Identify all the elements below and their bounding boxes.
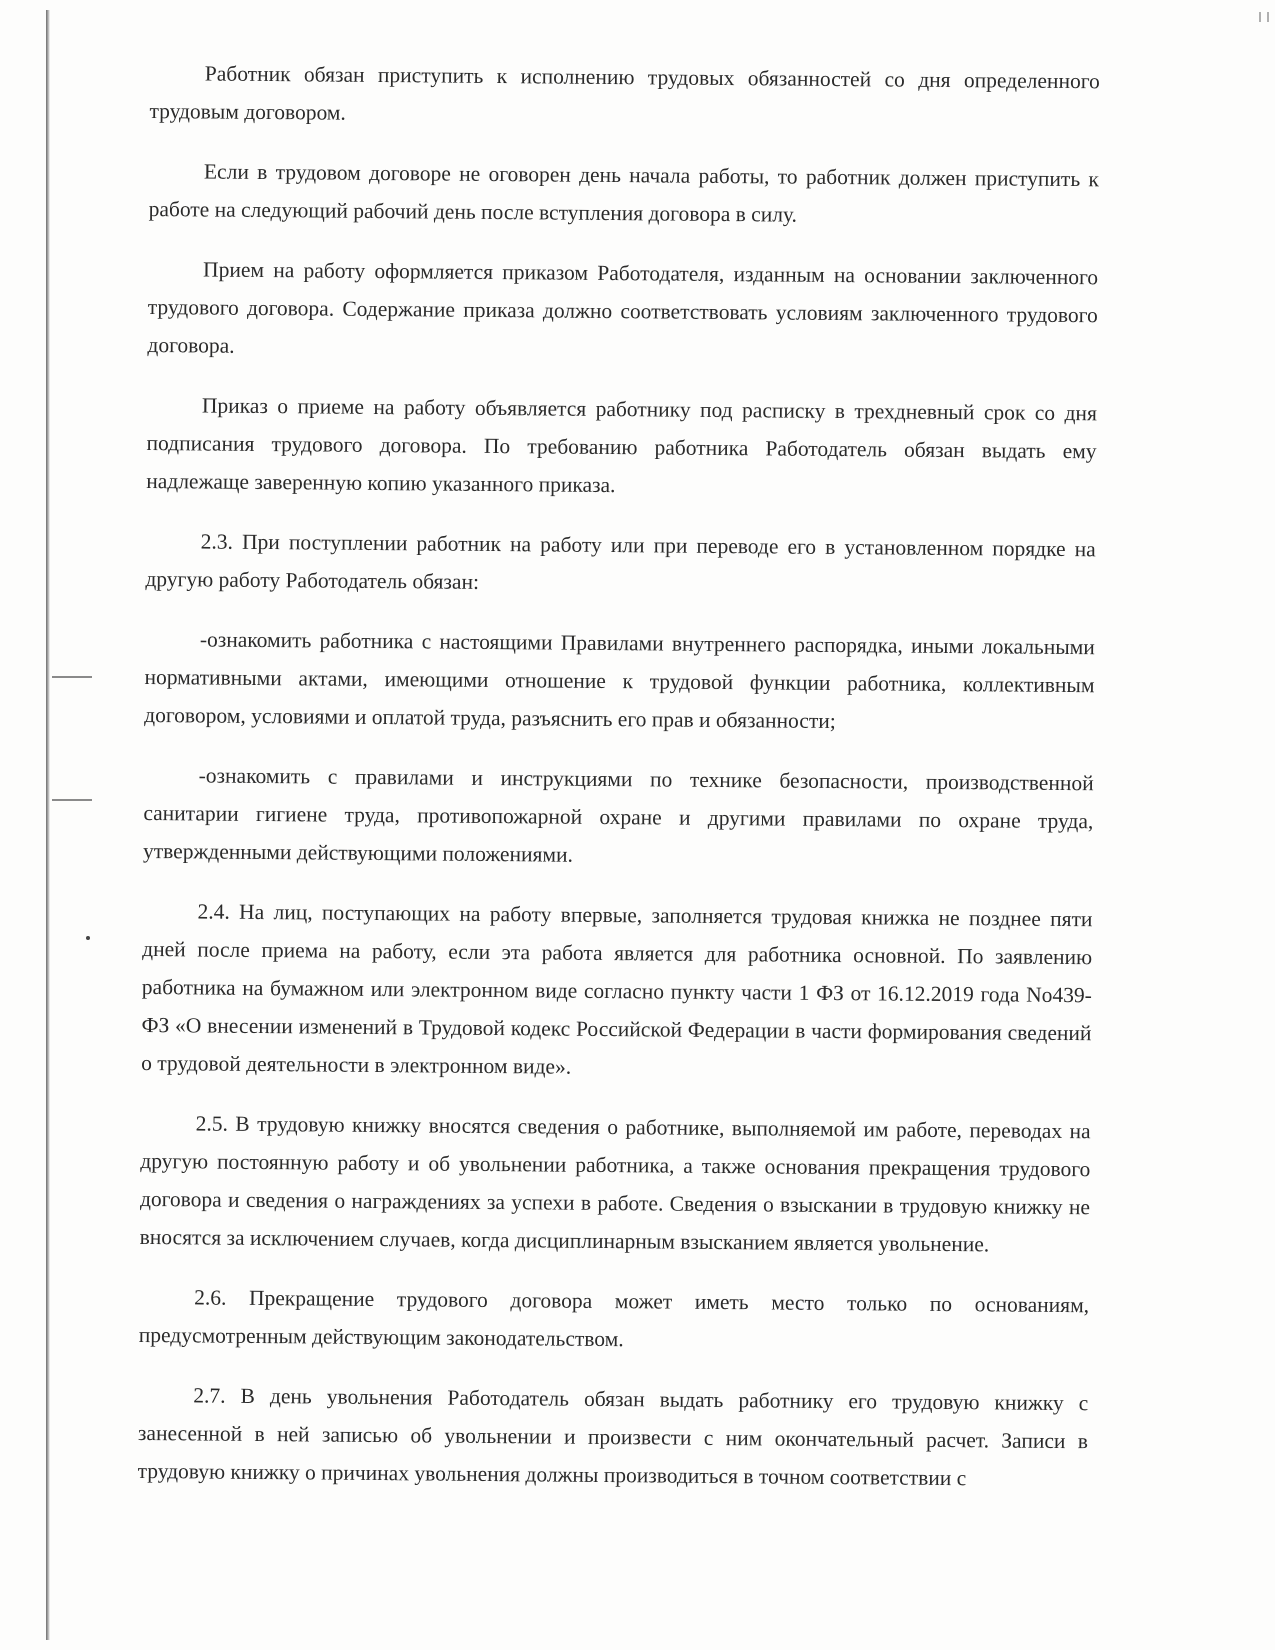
paragraph-2-3: 2.3. При поступлении работник на работу или при переводе его в установленном порядке на другую работу Работодатель обязан: xyxy=(145,529,1096,594)
punch-mark xyxy=(52,799,92,801)
paragraph-2-7: 2.7. В день увольнения Работодатель обязан выдать работнику его трудовую книжку с занесенной в ней записью об увольнении и произвести с ним окончательный расчет. Записи в трудовую книжку о причинах увольнения должны производиться в точном соответствии с xyxy=(137,1383,1089,1491)
paragraph-2-4: 2.4. На лиц, поступающих на работу впервые, заполняется трудовая книжка не позднее пяти дней после приема на работу, если эта работа является для работника основной. По заявлению работника на бумажном или электронном виде согласно пункту части 1 ФЗ от 16.12.2019 года No439-ФЗ «О внесении изменений в Трудовой кодекс Российской Федерации в части формирования сведений о трудовой деятельности в электронном виде». xyxy=(141,899,1093,1079)
paragraph-order-announcement: Приказ о приеме на работу объявляется работнику под расписку в трехдневный срок со дня подписания трудового договора. По требованию работника Работодатель обязан выдать ему надлежаще заверенную копию указанного приказа. xyxy=(146,393,1098,498)
document-body xyxy=(137,54,1100,1520)
list-item-familiarize-safety: -ознакомить с правилами и инструкциями по технике безопасности, производственной санитарии гигиене труда, противопожарной охране и другими правилами по охране труда, утвержденными действующими положениями. xyxy=(142,763,1094,867)
scan-binding-edge xyxy=(46,10,50,1640)
paragraph-2-5: 2.5. В трудовую книжку вносятся сведения о работнике, выполняемой им работе, переводах на другую постоянную работу и об увольнении работника, а также основания прекращения трудового договора и сведения о награждениях за успехи в работе. Сведения о взыскании в трудовую книжку не вносятся за исключением случаев, когда дисциплинарным взысканием является увольнение. xyxy=(139,1111,1091,1257)
scan-corner-mark xyxy=(1259,12,1269,22)
paragraph-hiring-order: Прием на работу оформляется приказом Работодателя, изданным на основании заключенного трудового договора. Содержание приказа должно соответствовать условиям заключенного трудового договора. xyxy=(147,257,1099,358)
list-item-familiarize-rules: -ознакомить работника с настоящими Правилами внутреннего распорядка, иными локальными нормативными актами, имеющими отношение к трудовой функции работника, коллективным договором, условиями и оплатой труда, разъяснить его прав и обязанности; xyxy=(144,627,1095,734)
paragraph-start-duty: Работник обязан приступить к исполнению трудовых обязанностей со дня определенного трудовым договором. xyxy=(149,61,1100,125)
paragraph-start-day: Если в трудовом договоре не оговорен день начала работы, то работник должен приступить к работе на следующий рабочий день после вступления договора в силу. xyxy=(148,159,1100,227)
paragraph-2-6: 2.6. Прекращение трудового договора может иметь место только по основаниям, предусмотренным действующим законодательством. xyxy=(138,1285,1090,1352)
punch-mark xyxy=(52,676,92,678)
scan-dot-mark xyxy=(86,936,90,940)
